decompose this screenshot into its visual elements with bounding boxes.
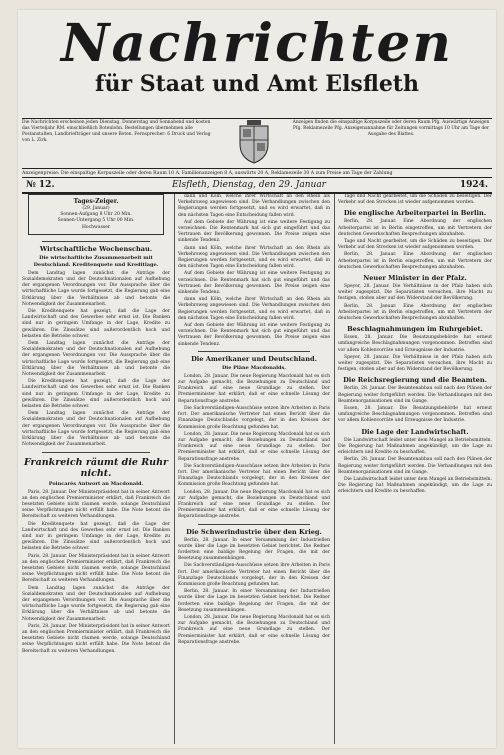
- subscription-info: Die Nachrichten erscheinen jeden Dienstag, Donnerstag und Sonnabend und kosten das Vierteljahr RM. einschließlich Botenlohn. Bestellungen übernehmen alle Postanstalten, Landbriefträger und unsere Boten. Fernsprecher: 6 Druck und Verlag von L. Zirk.: [22, 120, 211, 143]
- day-info-line: Sonnen-Aufgang 8 Uhr 20 Min.: [60, 212, 132, 218]
- masthead-rule: [22, 118, 492, 119]
- article-paragraph: Paris, 28. Januar. Der Ministerpräsident hat in seiner Antwort an den englischen Premierminister erklärt, daß Frankreich die besetzten Gebiete nicht räumen werde, solange Deutschland seine Verpflichtungen nicht erfüllt habe. Die Note betont die Bereitschaft zu weiteren Verhandlungen.: [22, 489, 170, 520]
- article-paragraph: Die Kreditenquete hat gezeigt, daß die Lage der Landwirtschaft und des Gewerbes sehr ernst ist. Die Banken sind nur in geringem Umfange in der Lage, Kredite zu gewähren. Die Zinssätze sind außerordentlich hoch und belasten die Betriebe schwer.: [22, 379, 170, 410]
- newspaper-title: Nachrichten: [61, 13, 453, 74]
- article-paragraph: Berlin, 28. Januar. Eine Abordnung der englischen Arbeiterpartei ist in Berlin eingetroffen, um mit Vertretern der deutschen Gewerkschaften Besprechungen abzuhalten.: [338, 252, 492, 270]
- newspaper-subtitle: für Staat und Amt Elsfleth: [95, 71, 419, 97]
- article-paragraph: Berlin, 28. Januar. Der Beamtenabbau soll nach den Plänen der Regierung weiter fortgeführt werden. Die Verhandlungen mit den Beamtenorganisationen sind im Gange.: [338, 386, 492, 404]
- lead-article-heading: Frankreich räumt die Ruhr nicht.: [23, 456, 169, 479]
- column-rule: [334, 194, 335, 744]
- divider: [42, 241, 150, 242]
- article-paragraph: Die Sachverständigen-Ausschüsse setzen ihre Arbeiten in Paris fort. Der amerikanische Vertreter hat einen Bericht über die Finanzlage Deutschlands vorgelegt, der in den Kreisen der Kommission große Beachtung gefunden hat.: [178, 405, 330, 430]
- place-date: Elsfleth, Dienstag, den 29. Januar: [172, 180, 326, 190]
- article-paragraph: Dem Landtag lagen zunächst die Anträge der Sozialdemokraten und der Deutschnationalen auf Aufhebung der ergangenen Verordnungen vor. Die Aussprache über die wirtschaftliche Lage wurde fortgesetzt, die Regierung gab eine Erklärung über die Verhältnisse ab und betonte die Notwendigkeit der Zusammenarbeit.: [22, 411, 170, 448]
- divider: [198, 351, 310, 352]
- issue-number: № 12.: [26, 180, 55, 190]
- article-paragraph: Dem Landtag lagen zunächst die Anträge der Sozialdemokraten und der Deutschnationalen auf Aufhebung der ergangenen Verordnungen vor. Die Aussprache über die wirtschaftliche Lage wurde fortgesetzt, die Regierung gab eine Erklärung über die Verhältnisse ab und betonte die Notwendigkeit der Zusammenarbeit.: [22, 270, 170, 307]
- article-paragraph: dann und Köln, welche ihrer Wirtschaft an den Rhein als Verkehrsweg angewiesen sind. Die Verhandlungen zwischen den Regierungen werden fortgesetzt, und es wird erwartet, daß in den nächsten Tagen eine Entscheidung fallen wird.: [178, 245, 330, 270]
- day-info-box: [28, 194, 164, 235]
- article-paragraph: Die Sachverständigen-Ausschüsse setzen ihre Arbeiten in Paris fort. Der amerikanische Vertreter hat einen Bericht über die Finanzlage Deutschlands vorgelegt, der in den Kreisen der Kommission große Beachtung gefunden hat.: [178, 463, 330, 488]
- info-rule: [22, 168, 492, 169]
- day-info-title: Tages-Zeiger.: [73, 198, 119, 205]
- dateline: [22, 178, 492, 192]
- article-paragraph: London, 28. Januar. Die neue Regierung Macdonald hat es sich zur Aufgabe gemacht, die Beziehungen zu Deutschland und Frankreich auf eine neue Grundlage zu stellen. Der Premierminister hat erklärt, daß er eine schnelle Lösung der Reparationsfrage anstrebe.: [178, 373, 330, 404]
- article-heading: Neuer Minister in der Pfalz.: [363, 274, 467, 283]
- article-paragraph: Dem Landtag lagen zunächst die Anträge der Sozialdemokraten und der Deutschnationalen auf Aufhebung der ergangenen Verordnungen vor. Die Aussprache über die wirtschaftliche Lage wurde fortgesetzt, die Regierung gab eine Erklärung über die Verhältnisse ab und betonte die Notwendigkeit der Zusammenarbeit.: [22, 585, 170, 622]
- day-info-line: (29. Januar): [82, 206, 110, 211]
- article-columns: [22, 194, 492, 744]
- article-paragraph: Die Landwirtschaft leidet unter dem Mangel an Betriebsmitteln. Die Regierung hat Maßnahmen angekündigt, um die Lage zu erleichtern und Kredite zu beschaffen.: [338, 437, 492, 456]
- article-paragraph: Speyer, 28. Januar. Die Verhältnisse in der Pfalz haben sich weiter zugespitzt. Die Separatisten versuchen, ihre Macht zu festigen, stoßen aber auf den Widerstand der Bevölkerung.: [338, 284, 492, 302]
- article-paragraph: Die Sachverständigen-Ausschüsse setzen ihre Arbeiten in Paris fort. Der amerikanische Vertreter hat einen Bericht über die Finanzlage Deutschlands vorgelegt, der in den Kreisen der Kommission große Beachtung gefunden hat.: [178, 563, 330, 587]
- issue-year: 1924.: [459, 180, 488, 190]
- article-paragraph: Berlin, 28. Januar. Eine Abordnung der englischen Arbeiterpartei ist in Berlin eingetroffen, um mit Vertretern der deutschen Gewerkschaften Besprechungen abzuhalten.: [338, 303, 492, 322]
- article-paragraph: Die Kreditenquete hat gezeigt, daß die Lage der Landwirtschaft und des Gewerbes sehr ernst ist. Die Banken sind nur in geringem Umfange in der Lage, Kredite zu gewähren. Die Zinssätze sind außerordentlich hoch und belasten die Betriebe schwer.: [22, 521, 170, 552]
- column-2: [178, 194, 330, 744]
- article-paragraph: London, 28. Januar. Die neue Regierung Macdonald hat es sich zur Aufgabe gemacht, die Beziehungen zu Deutschland und Frankreich auf eine neue Grundlage zu stellen. Der Premierminister hat erklärt, daß er eine schnelle Lösung der Reparationsfrage anstrebe.: [178, 431, 330, 462]
- column-1: [22, 194, 170, 744]
- article-paragraph: Auf dem Gebiete der Währung ist eine weitere Festigung zu verzeichnen. Die Rentenmark hat sich gut eingeführt und das Vertrauen der Bevölkerung gewonnen. Die Preise zeigen eine sinkende Tendenz.: [178, 271, 330, 296]
- advertising-info: Anzeigen finden die einspaltige Korpuszeile oder deren Raum Pfg. Auswärtige Anzeigen Pfg. Reklamezeile Pfg. Anzeigenannahme für Zeitungen vormittags 10 Uhr am Tage der Ausgabe des Blattes.: [292, 120, 490, 137]
- divider: [42, 452, 150, 453]
- article-paragraph: Die Landwirtschaft leidet unter dem Mangel an Betriebsmitteln. Die Regierung hat Maßnahmen angekündigt, um die Lage zu erleichtern und Kredite zu beschaffen.: [338, 476, 492, 495]
- article-heading: Die englische Arbeiterpartei in Berlin.: [343, 209, 487, 218]
- article-paragraph: Auf dem Gebiete der Währung ist eine weitere Festigung zu verzeichnen. Die Rentenmark hat sich gut eingeführt und das Vertrauen der Bevölkerung gewonnen. Die Preise zeigen eine sinkende Tendenz.: [178, 323, 330, 347]
- article-paragraph: Essen, 28. Januar. Die Besatzungsbehörde hat erneut umfangreiche Beschlagnahmungen vorgenommen. Betroffen sind vor allem Kohlenvorräte und Erzeugnisse der Industrie.: [338, 335, 492, 353]
- divider: [198, 524, 310, 525]
- masthead: [22, 13, 492, 97]
- article-paragraph: Paris, 28. Januar. Der Ministerpräsident hat in seiner Antwort an den englischen Premierminister erklärt, daß Frankreich die besetzten Gebiete nicht räumen werde, solange Deutschland seine Verpflichtungen nicht erfüllt habe. Die Note betont die Bereitschaft zu weiteren Verhandlungen.: [22, 623, 170, 654]
- day-info-line: Hochwasser: [81, 224, 111, 230]
- article-heading: Beschlagnahmungen im Ruhrgebiet.: [347, 325, 483, 334]
- info-band: [22, 120, 492, 166]
- article-paragraph: Essen, 28. Januar. Die Besatzungsbehörde hat erneut umfangreiche Beschlagnahmungen vorgenommen. Betroffen sind vor allem Kohlenvorräte und Erzeugnisse der Industrie.: [338, 406, 492, 424]
- article-paragraph: Berlin, 28. Januar. In einer Versammlung der Industriellen wurde über die Lage im besetzten Gebiet berichtet. Die Redner forderten eine baldige Regelung der Fragen, die mit der Besetzung zusammenhängen.: [178, 589, 330, 613]
- article-heading: Die Amerikaner und Deutschland.: [191, 354, 317, 363]
- article-heading: Die Lage der Landwirtschaft.: [361, 427, 469, 436]
- article-paragraph: Paris, 28. Januar. Der Ministerpräsident hat in seiner Antwort an den englischen Premierminister erklärt, daß Frankreich die besetzten Gebiete nicht räumen werde, solange Deutschland seine Verpflichtungen nicht erfüllt habe. Die Note betont die Bereitschaft zu weiteren Verhandlungen.: [22, 553, 170, 584]
- article-paragraph: dann und Köln, welche ihrer Wirtschaft an den Rhein als Verkehrsweg angewiesen sind. Die Verhandlungen zwischen den Regierungen werden fortgesetzt, und es wird erwartet, daß in den nächsten Tagen eine Entscheidung fallen wird.: [178, 194, 330, 218]
- article-subheading: Die Pläne Macdonalds.: [221, 364, 287, 371]
- article-paragraph: Berlin, 28. Januar. Der Beamtenabbau soll nach den Plänen der Regierung weiter fortgeführt werden. Die Verhandlungen mit den Beamtenorganisationen sind im Gange.: [338, 457, 492, 475]
- article-heading: Die Reichsregierung und die Beamten.: [343, 376, 487, 385]
- article-paragraph: Auf dem Gebiete der Währung ist eine weitere Festigung zu verzeichnen. Die Rentenmark hat sich gut eingeführt und das Vertrauen der Bevölkerung gewonnen. Die Preise zeigen eine sinkende Tendenz.: [178, 219, 330, 244]
- article-paragraph: Dem Landtag lagen zunächst die Anträge der Sozialdemokraten und der Deutschnationalen auf Aufhebung der ergangenen Verordnungen vor. Die Aussprache über die wirtschaftliche Lage wurde fortgesetzt, die Regierung gab eine Erklärung über die Verhältnisse ab und betonte die Notwendigkeit der Zusammenarbeit.: [22, 341, 170, 378]
- article-heading: Wirtschaftliche Wochenschau.: [39, 244, 153, 253]
- lead-article-subheading: Poincarés Antwort an Macdonald.: [48, 480, 144, 487]
- column-3: [338, 194, 492, 744]
- article-paragraph: Berlin, 28. Januar. Eine Abordnung der englischen Arbeiterpartei ist in Berlin eingetroffen, um mit Vertretern der deutschen Gewerkschaften Besprechungen abzuhalten.: [338, 219, 492, 237]
- article-paragraph: Speyer, 28. Januar. Die Verhältnisse in der Pfalz haben sich weiter zugespitzt. Die Separatisten versuchen, ihre Macht zu festigen, stoßen aber auf den Widerstand der Bevölkerung.: [338, 354, 492, 373]
- article-paragraph: Die Kreditenquete hat gezeigt, daß die Lage der Landwirtschaft und des Gewerbes sehr ernst ist. Die Banken sind nur in geringem Umfange in der Lage, Kredite zu gewähren. Die Zinssätze sind außerordentlich hoch und belasten die Betriebe schwer.: [22, 309, 170, 339]
- article-paragraph: London, 28. Januar. Die neue Regierung Macdonald hat es sich zur Aufgabe gemacht, die Beziehungen zu Deutschland und Frankreich auf eine neue Grundlage zu stellen. Der Premierminister hat erklärt, daß er eine schnelle Lösung der Reparationsfrage anstrebe.: [178, 489, 330, 520]
- newspaper-page: [18, 10, 496, 748]
- article-paragraph: Berlin, 28. Januar. In einer Versammlung der Industriellen wurde über die Lage im besetzten Gebiet berichtet. Die Redner forderten eine baldige Regelung der Fragen, die mit der Besetzung zusammenhängen.: [178, 537, 330, 562]
- coat-of-arms-icon: [237, 120, 271, 164]
- article-paragraph: Tage und Nacht gearbeitet, um die Schäden zu beseitigen. Der Verkehr auf den Strecken ist wieder aufgenommen worden.: [338, 194, 492, 206]
- article-paragraph: dann und Köln, welche ihrer Wirtschaft an den Rhein als Verkehrsweg angewiesen sind. Die Verhandlungen zwischen den Regierungen werden fortgesetzt, und es wird erwartet, daß in den nächsten Tagen eine Entscheidung fallen wird.: [178, 297, 330, 321]
- article-paragraph: Tage und Nacht gearbeitet, um die Schäden zu beseitigen. Der Verkehr auf den Strecken ist wieder aufgenommen worden.: [338, 239, 492, 251]
- article-paragraph: London, 28. Januar. Die neue Regierung Macdonald hat es sich zur Aufgabe gemacht, die Beziehungen zu Deutschland und Frankreich auf eine neue Grundlage zu stellen. Der Premierminister hat erklärt, daß er eine schnelle Lösung der Reparationsfrage anstrebe.: [178, 614, 330, 645]
- article-subheading: Die wirtschaftliche Zusammenarbeit mit Deutschland. Kreditenquete und Kreditlage.: [33, 254, 159, 268]
- column-rule: [174, 194, 175, 744]
- ad-price-line: Anzeigenpreise: Die einspaltige Korpuszeile oder deren Raum 10 A, Familienanzeigen 8 A, auswärts 20 A, Reklamezeile 30 A zum Preise am Tage der Zahlung: [22, 171, 393, 176]
- article-heading: Die Schwerindustrie über den Krieg.: [186, 527, 322, 536]
- day-info-line: Sonnen-Untergang 5 Uhr 00 Min.: [57, 218, 135, 224]
